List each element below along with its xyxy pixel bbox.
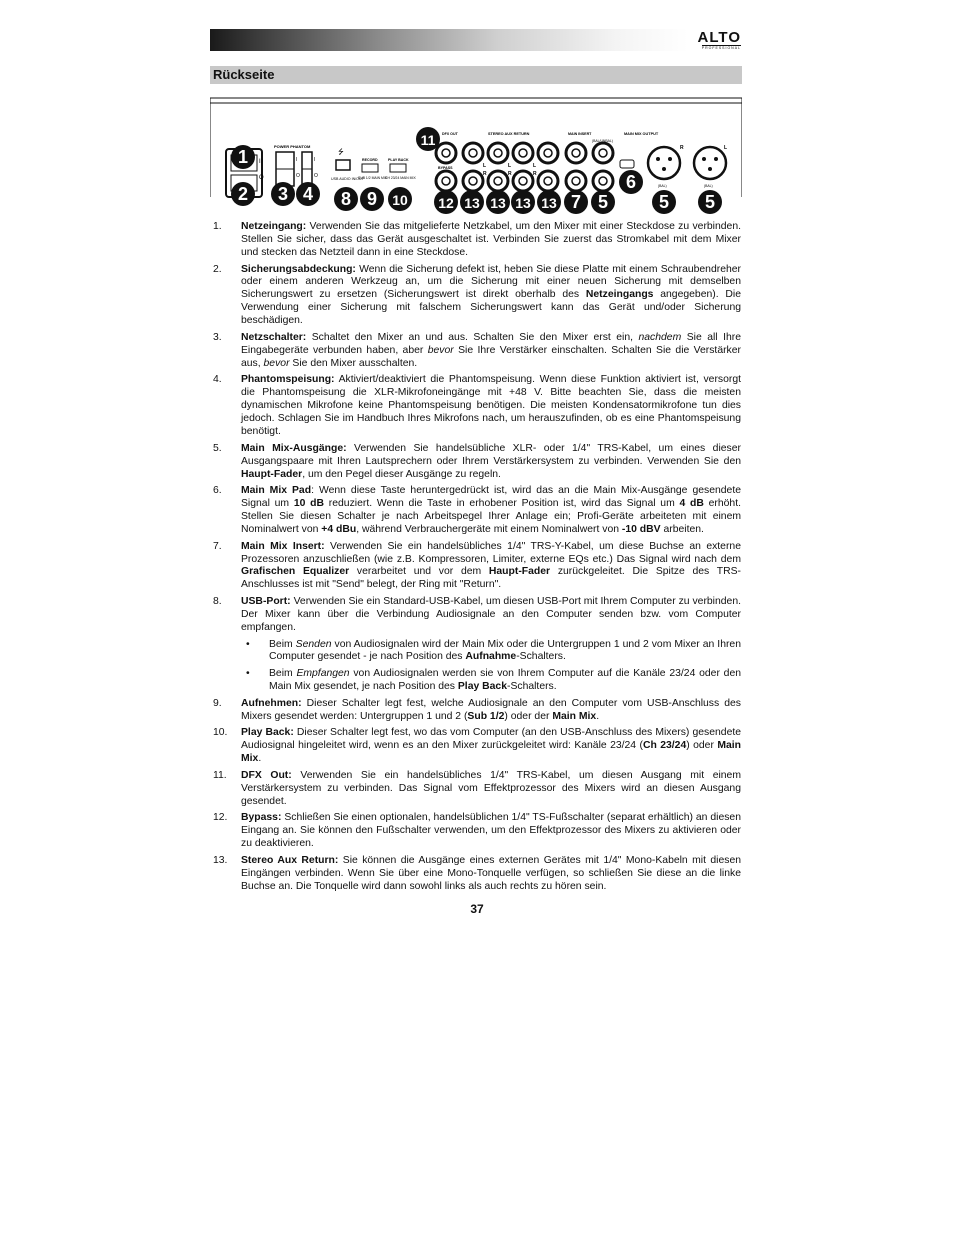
record-options: SUB 1/2 MAIN MIX	[358, 176, 388, 180]
trs-bal-unbal-label: (BAL/UNBAL)	[592, 139, 613, 143]
text-run: Sie all Ihre Eingabegeräte verbunden haben, aber	[241, 331, 741, 356]
callout-number: 13	[541, 195, 557, 211]
text-run: Schließen Sie einen optionalen, handelsüblichen 1/4" TS-Fußschalter (separat erhältlich) an diesen Eingang an. Sie können den Fußschalter verwenden, um den Effektprozessor des Mixers zu aktivieren oder zu deaktivieren.	[241, 812, 741, 850]
text-run: ) oder	[686, 740, 718, 752]
aux-l-label: L	[508, 163, 512, 169]
list-item	[213, 541, 741, 593]
callout-number: 12	[438, 195, 454, 211]
bold-term: Main Mix-Ausgänge:	[241, 442, 347, 454]
item-number: 9.	[213, 697, 222, 709]
list-item	[213, 770, 741, 809]
list-item	[213, 221, 741, 260]
xlr-bal-label: (BAL)	[658, 184, 667, 188]
bold-term: Sicherungsabdeckung:	[241, 263, 356, 275]
aux-r-label: R	[533, 171, 537, 177]
aux-r-label: R	[483, 171, 487, 177]
feature-list	[213, 221, 741, 897]
section-title: Rückseite	[213, 67, 275, 82]
record-label: RECORD	[362, 158, 378, 162]
bold-term: Netzschalter:	[241, 331, 307, 343]
dfx-out-jack	[436, 143, 456, 163]
xlr-output-left	[694, 147, 726, 179]
aux-r-label: R	[508, 171, 512, 177]
text-run: zurückgeleitet. Die Spitze des TRS-Anschlusses ist mit "Send" belegt, der Ring mit "Return".	[241, 566, 741, 591]
record-switch	[362, 164, 378, 172]
item-number: 12.	[213, 812, 228, 824]
bold-term: Bypass:	[241, 812, 282, 824]
callout-number: 13	[490, 195, 506, 211]
item-number: 8.	[213, 596, 222, 608]
stereo-aux-return-label: STEREO AUX RETURN	[488, 132, 530, 136]
callout-number: 5	[704, 192, 716, 212]
text-run: Wenn die Sicherung defekt ist, heben Sie diese Platte mit einem Schraubendreher oder einem anderen Werkzeug an, um die Sicherung mit einer neuen Sicherung mit demselben Sicherungswert zu ersetzen (Sicherungswert ist direkt oberhalb des	[241, 263, 741, 301]
bold-term: Haupt-Fader	[488, 566, 551, 578]
callout-number: 1	[237, 147, 249, 167]
text-run: erhöht. Stellen Sie diesen Schalter je nach Arbeitspegel Ihrer Anlage ein; Profi-Geräte arbeiteten mit einem Nominalwert von	[241, 498, 741, 535]
bold-term: Main Mix Insert:	[241, 540, 325, 552]
text-run: angegeben). Die Verwendung einer Sicherung mit falschem Sicherungswert kann das Gerät und/oder Sicherung beschädigen.	[241, 289, 741, 327]
bold-term: 10 dB	[293, 498, 325, 510]
aux-l-label: L	[533, 163, 537, 169]
bold-term: 4 dB	[679, 498, 704, 510]
list-item	[213, 855, 741, 894]
alto-logo	[689, 29, 741, 51]
text-run: -Schalters.	[506, 681, 557, 693]
bold-term: +4 dBu	[321, 523, 357, 535]
section-header	[210, 66, 742, 84]
text-run: Schaltet den Mixer an und aus. Schalten Sie den Mixer erst ein,	[306, 331, 639, 343]
callout-number: 5	[597, 192, 609, 212]
text-run: .	[596, 710, 600, 722]
text-run: Sie Ihre Verstärker einschalten. Schalten Sie die Verstärker aus,	[241, 344, 741, 369]
text-run: von Audiosignalen werden sie von Ihrem Computer auf die Kanäle 23/24 oder den Main Mix gesendet, je nach Position des	[269, 668, 741, 693]
text-run: arbeiten.	[660, 523, 704, 535]
text-run: verarbeitet und vor dem	[349, 566, 489, 578]
bypass-jack	[436, 171, 456, 191]
callout-number: 9	[366, 189, 378, 209]
emphasis: bevor	[427, 344, 454, 356]
callout-number: 3	[277, 184, 289, 204]
bold-term: Grafischen Equalizer	[241, 566, 350, 578]
main-mix-output-label: MAIN MIX OUTPUT	[624, 132, 659, 136]
text-run: .	[258, 753, 262, 765]
text-run: Verwenden Sie ein handelsübliches 1/4" TRS-Y-Kabel, um diese Buchse an externe Prozessoren anzuschließen (wie z.B. Kompressoren, Limiter, externe EQs etc.) Das Signal wird nach dem	[241, 540, 741, 565]
list-item	[213, 332, 741, 371]
playback-options: CH 23/24 MAIN MIX	[385, 176, 416, 180]
item-number: 7.	[213, 540, 222, 552]
item-number: 6.	[213, 485, 222, 497]
text-run: : Wenn diese Taste heruntergedrückt ist, wird das an die Main Mix-Ausgänge gesendete Signal um	[241, 485, 741, 510]
main-out-trs-jacks	[593, 143, 613, 191]
bold-term: Haupt-Fader	[241, 468, 303, 480]
xlr-l-label: L	[724, 145, 728, 151]
list-item	[213, 374, 741, 439]
text-run: Sie können die Ausgänge eines externen Gerätes mit 1/4" Mono-Kabeln mit diesen Eingängen verbinden. Wenn Sie über eine Mono-Tonquelle verfügen, so schließen Sie diese an die linke Buchse an. Die Tonquelle wird dann sowohl links als auch rechts zu hören sein.	[241, 854, 742, 892]
text-run: Beim	[269, 638, 296, 650]
callout-number: 8	[340, 189, 352, 209]
item-number: 1.	[213, 221, 222, 232]
emphasis: Empfangen	[296, 668, 350, 680]
usb-icon: ⭍	[338, 148, 344, 156]
bold-term: Netzeingangs	[585, 289, 654, 301]
bullet-item	[213, 668, 741, 694]
callout-number: 4	[302, 184, 314, 204]
page-number: 37	[470, 902, 484, 916]
list-item	[213, 264, 741, 329]
bold-term: Play Back:	[241, 727, 294, 739]
power-phantom-label: POWER PHANTOM	[274, 144, 311, 149]
usb-port	[336, 160, 350, 170]
callout-number: 5	[658, 192, 670, 212]
aux-l-label: L	[483, 163, 487, 169]
callout-number: 7	[570, 192, 582, 212]
bold-term: Aufnehmen:	[241, 697, 302, 709]
bold-term: -10 dBV	[621, 523, 661, 535]
main-mix-pad-switch	[620, 160, 634, 168]
list-item	[213, 698, 741, 724]
xlr-output-right	[648, 147, 680, 179]
logo-subtext: PROFESSIONAL	[701, 45, 741, 50]
bold-term: Main Mix Pad	[241, 485, 312, 497]
xlr-bal-label: (BAL)	[704, 184, 713, 188]
item-number: 5.	[213, 442, 222, 454]
dfx-out-label: DFX OUT	[442, 132, 458, 136]
bypass-label: BYPASS	[438, 166, 453, 170]
text-run: Verwenden Sie ein Standard-USB-Kabel, um diesen USB-Port mit Ihrem Computer zu verbinden. Der Mixer kann über die Verbindung Audiosignale an den Computer senden bzw. vom Computer empfangen.	[241, 596, 741, 633]
text-run: reduziert. Wenn die Taste in erhobener Position ist, wird das Signal um	[324, 498, 680, 510]
callout-number: 13	[464, 195, 480, 211]
list-item	[213, 443, 741, 482]
text-run: Verwenden Sie das mitgelieferte Netzkabel, um den Mixer mit einer Steckdose zu verbinden. Stellen Sie sicher, dass das Gerät ausgeschaltet ist. Verbinden Sie zuerst das Stromkabel mit dem Mixer und stecken das Netzteil dann in eine Steckdose.	[241, 221, 741, 258]
list-item	[213, 485, 741, 537]
text-run: von Audiosignalen wird der Main Mix oder die Untergruppen 1 und 2 vom Mixer an Ihren Computer gesendet - je nach Position des	[269, 638, 741, 663]
callout-number: 2	[237, 184, 249, 204]
text-run: Beim	[269, 668, 297, 680]
text-run: ) oder der	[504, 710, 553, 722]
bullet-icon: •	[246, 668, 250, 680]
callout-number: 11	[420, 132, 436, 148]
playback-label: PLAY BACK	[388, 158, 409, 162]
item-number: 10.	[213, 727, 228, 739]
callout-number: 6	[625, 172, 637, 192]
bullet-item	[213, 639, 741, 665]
text-run: Aktiviert/deaktiviert die Phantomspeisung. Wenn diese Funktion aktiviert ist, versorgt die Phantomspeisung die XLR-Mikrofoneingänge mit +48 V. Bitte beachten Sie, dass die meisten dynamischen Mikrofone keine Phantomspeisung benötigen. Die meisten Kondensatormikrofone tun dies jedoch. Schlagen Sie im Handbuch Ihres Mikrofons nach, um herauszufinden, ob es eine Phantomspeisung benötigt.	[241, 374, 741, 437]
main-insert-jacks	[566, 143, 586, 191]
bold-term: Stereo Aux Return:	[241, 854, 339, 866]
usb-label: USB AUDIO IN/OUT	[331, 177, 364, 181]
phantom-switch	[302, 152, 312, 186]
bold-term: Main Mix	[552, 710, 597, 722]
list-item	[213, 596, 741, 635]
bullet-icon: •	[246, 638, 250, 650]
item-number: 2.	[213, 263, 222, 275]
svg-text:I: I	[259, 159, 261, 165]
playback-switch	[390, 164, 406, 172]
callout-number: 13	[515, 195, 531, 211]
list-item	[213, 812, 741, 851]
svg-text:O: O	[314, 173, 318, 179]
emphasis: bevor	[263, 357, 290, 369]
callout-number: 10	[392, 192, 408, 208]
text-run: -Schalters.	[516, 651, 566, 663]
emphasis: Senden	[295, 638, 332, 650]
bold-term: Sub 1/2	[467, 710, 505, 722]
bold-term: DFX Out:	[241, 769, 292, 781]
emphasis: nachdem	[638, 331, 682, 343]
item-number: 13.	[213, 854, 228, 866]
text-run: , um den Pegel dieser Ausgänge zu regeln.	[302, 468, 501, 480]
logo-text: ALTO	[697, 28, 741, 46]
bold-term: Ch 23/24	[642, 740, 687, 752]
list-item	[213, 727, 741, 766]
text-run: , während Verbrauchergeräte mit einem Nominalwert von	[356, 523, 622, 535]
text-run: Dieser Schalter legt fest, welche Audiosignale an den Computer vom USB-Anschluss des Mixers gesendet werden: Untergruppen 1 und 2 (	[241, 697, 741, 722]
svg-text:O: O	[296, 173, 300, 179]
bold-term: Main Mix	[241, 740, 742, 765]
main-insert-label: MAIN INSERT	[568, 132, 592, 136]
bold-term: USB-Port:	[241, 596, 291, 608]
bold-term: Netzeingang:	[241, 221, 307, 232]
item-number: 3.	[213, 331, 222, 343]
svg-text:O: O	[259, 175, 264, 181]
text-run: Dieser Schalter legt fest, wo das vom Computer (an den USB-Anschluss des Mixers) gesendete Audiosignal hingeleitet wird, wenn es an den Mixer zurückgeleitet wird: Kanäle 23/24 (	[241, 727, 742, 752]
text-run: Verwenden Sie ein handelsübliches 1/4" TRS-Kabel, um diesen Ausgang mit einem Verstärkersystem zu verbinden. Das Signal vom Effektprozessor des Mixers wird an diesen Ausgang gesendet.	[241, 769, 741, 807]
power-switch	[276, 152, 294, 186]
bold-term: Phantomspeisung:	[241, 374, 335, 386]
item-number: 11.	[213, 769, 227, 781]
text-run: Sie den Mixer ausschalten.	[289, 357, 418, 369]
svg-text:I: I	[296, 157, 298, 163]
rear-panel-diagram	[210, 97, 742, 217]
text-run: Verwenden Sie handelsübliche XLR- oder 1/4" TRS-Kabel, um eines dieser Ausgangspaare mit Ihren Lautsprechern oder Ihrem Verstärkersystem zu verbinden. Verwenden Sie den	[241, 442, 741, 467]
bold-term: Play Back	[457, 681, 507, 693]
item-number: 4.	[213, 374, 222, 386]
xlr-r-label: R	[680, 145, 684, 151]
bold-term: Aufnahme	[465, 651, 517, 663]
header-gradient-bar	[210, 29, 688, 51]
svg-text:I: I	[314, 157, 316, 163]
